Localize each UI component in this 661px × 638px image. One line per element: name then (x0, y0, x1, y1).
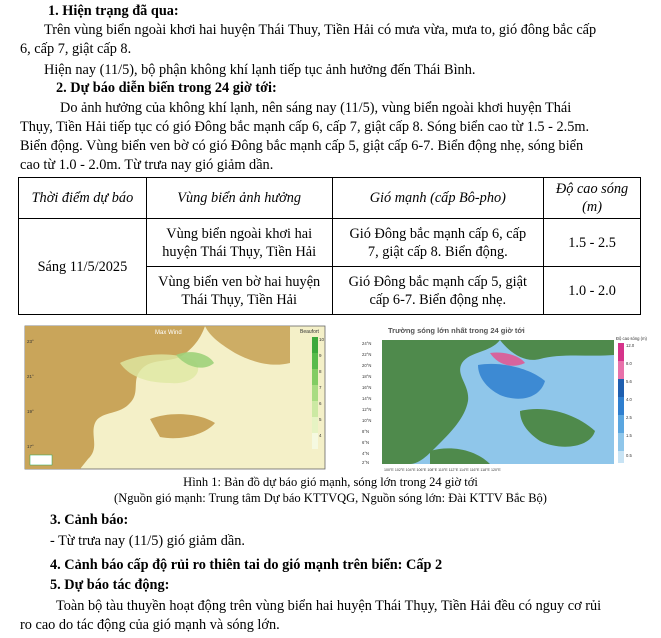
cell-wind-line1: Gió Đông bắc mạnh cấp 6, cấp (349, 225, 527, 242)
wind-map (25, 326, 325, 469)
section1-para1-line1: Trên vùng biển ngoài khơi hai huyện Thái Thuy, Tiền Hải có mưa vừa, mưa to, gió đông bắc cấp (44, 22, 597, 38)
wave-lat: 4°N (362, 451, 370, 456)
wind-lat: 17° (27, 444, 34, 449)
wind-tick: 5 (319, 417, 322, 422)
figure-source: (Nguồn gió mạnh: Trung tâm Dự báo KTTVQG, Nguồn sóng lớn: Đài KTTV Bắc Bộ) (114, 491, 547, 505)
wind-map-unit: Beaufort (300, 329, 319, 335)
cell-wind-line1: Gió Đông bắc mạnh cấp 5, giật (348, 273, 527, 290)
wind-bar-5 (312, 401, 318, 417)
wind-bar-3 (312, 369, 318, 385)
section2-heading: 2. Dự báo diễn biến trong 24 giờ tới: (56, 80, 277, 96)
section5-line2: ro cao do tác động của gió mạnh và sóng lớn. (20, 617, 280, 633)
wave-lat: 14°N (362, 396, 372, 401)
wave-legend-bar (618, 397, 624, 415)
forecast-table (18, 177, 641, 315)
section1-heading: 1. Hiện trạng đã qua: (48, 3, 179, 19)
wave-map-title: Trường sóng lớn nhất trong 24 giờ tới (388, 326, 525, 335)
cell-area-line1: Vùng biển ngoài khơi hai (166, 225, 313, 242)
wave-legend-title: Độ cao sóng (m) (616, 336, 647, 341)
cell-wind-line2: 7, giật cấp 8. Biển động. (367, 243, 508, 260)
wave-lon-labels: 100°E 102°E 104°E 106°E 108°E 110°E 112°E 114°E 116°E 118°E 120°E (384, 468, 501, 472)
wind-bar-2 (312, 353, 318, 369)
figure-caption: Hình 1: Bản đồ dự báo gió mạnh, sóng lớn trong 24 giờ tới (183, 475, 478, 489)
cell-area (146, 267, 332, 315)
section5-line1: Toàn bộ tàu thuyền hoạt động trên vùng biển hai huyện Thái Thụy, Tiền Hải đều có nguy cơ rủi (56, 598, 602, 614)
cell-wind (332, 219, 544, 267)
wave-legend-bar (618, 379, 624, 397)
header-area: Vùng biển ảnh hưởng (146, 178, 332, 219)
wave-lat: 8°N (362, 429, 370, 434)
wind-lat: 21° (27, 374, 34, 379)
section3-heading: 3. Cảnh báo: (50, 512, 129, 528)
cell-wave: 1.0 - 2.0 (544, 267, 641, 315)
cell-area-line2: Thái Thụy, Tiền Hải (181, 291, 297, 308)
wind-tick: 10 (319, 337, 325, 342)
wind-tick: 7 (319, 385, 322, 390)
section2-line3: Biển động. Vùng biển ven bờ có gió Đông bắc mạnh cấp 5, giật cấp 6-7. Biển động nhẹ, sóng biển (20, 138, 584, 154)
wind-lat: 23° (27, 339, 34, 344)
wave-legend-tick: 5.6 (626, 379, 632, 384)
wind-map-title: Max Wind (155, 330, 182, 336)
wind-tick: 8 (319, 369, 322, 374)
cell-time: Sáng 11/5/2025 (19, 219, 147, 315)
section2-line2: Thụy, Tiền Hải tiếp tục có gió Đông bắc mạnh cấp 6, cấp 7, giật cấp 8. Sóng biển cao từ 1.5 - 2.5m. (20, 119, 590, 135)
header-wind: Gió mạnh (cấp Bô-pho) (332, 178, 544, 219)
wave-legend-tick: 4.0 (626, 397, 632, 402)
section2-line1: Do ảnh hưởng của không khí lạnh, nên sáng nay (11/5), vùng biển ngoài khơi huyện Thái (60, 100, 572, 116)
header-wave (544, 178, 641, 219)
wave-legend-bar (618, 415, 624, 433)
wave-lat: 6°N (362, 440, 370, 445)
section4-heading: 4. Cảnh báo cấp độ rủi ro thiên tai do gió mạnh trên biển: Cấp 2 (50, 557, 443, 573)
wave-legend-bar (618, 451, 624, 463)
wave-legend-tick: 1.5 (626, 433, 632, 438)
wave-lat: 16°N (362, 385, 372, 390)
wave-map (360, 323, 650, 473)
section1-para1-line2: 6, cấp 7, giật cấp 8. (20, 41, 132, 57)
wave-lat: 2°N (362, 460, 370, 465)
wave-legend-tick: 0.5 (626, 453, 632, 458)
section5-heading: 5. Dự báo tác động: (50, 577, 170, 593)
wind-tick: 4 (319, 433, 322, 438)
header-time: Thời điểm dự báo (19, 178, 147, 219)
wind-bar-7 (312, 433, 318, 449)
wind-bar-1 (312, 337, 318, 353)
section3-item: - Từ trưa nay (11/5) gió giảm dần. (50, 533, 245, 549)
section2-line4: cao từ 1.0 - 2.0m. Từ trưa nay gió giảm dần. (20, 157, 274, 173)
section1-para2: Hiện nay (11/5), bộ phận không khí lạnh tiếp tục ảnh hưởng đến Thái Bình. (44, 62, 476, 78)
wave-legend-tick: 2.5 (626, 415, 632, 420)
header-wave-line1: Độ cao sóng (555, 181, 629, 197)
wave-lat: 22°N (362, 352, 372, 357)
wind-bar-4 (312, 385, 318, 401)
wave-lat: 12°N (362, 407, 372, 412)
table-row (19, 219, 641, 267)
wind-bar-6 (312, 417, 318, 433)
wind-tick: 6 (319, 401, 322, 406)
header-wave-line2: (m) (582, 199, 602, 215)
wave-legend-bar (618, 361, 624, 379)
cell-wind-line2: cấp 6-7. Biển động nhẹ. (369, 291, 507, 308)
wave-legend-tick: 12.0 (626, 343, 635, 348)
wave-legend-bar (618, 343, 624, 361)
cell-wave: 1.5 - 2.5 (544, 219, 641, 267)
wave-legend-tick: 8.0 (626, 361, 632, 366)
wind-lat: 19° (27, 409, 34, 414)
cell-area-line1: Vùng biển ven bờ hai huyện (158, 273, 321, 290)
wind-tick: 9 (319, 353, 322, 358)
cell-wind (332, 267, 544, 315)
wave-legend-bar (618, 433, 624, 451)
table-header-row (19, 178, 641, 219)
wave-lat: 24°N (362, 341, 372, 346)
wave-lat: 18°N (362, 374, 372, 379)
wave-lat: 20°N (362, 363, 372, 368)
wave-lat: 10°N (362, 418, 372, 423)
cell-area-line2: huyện Thái Thụy, Tiền Hải (162, 243, 317, 260)
forecast-maps (0, 323, 661, 473)
cell-area (146, 219, 332, 267)
wind-map-logo (30, 455, 52, 465)
